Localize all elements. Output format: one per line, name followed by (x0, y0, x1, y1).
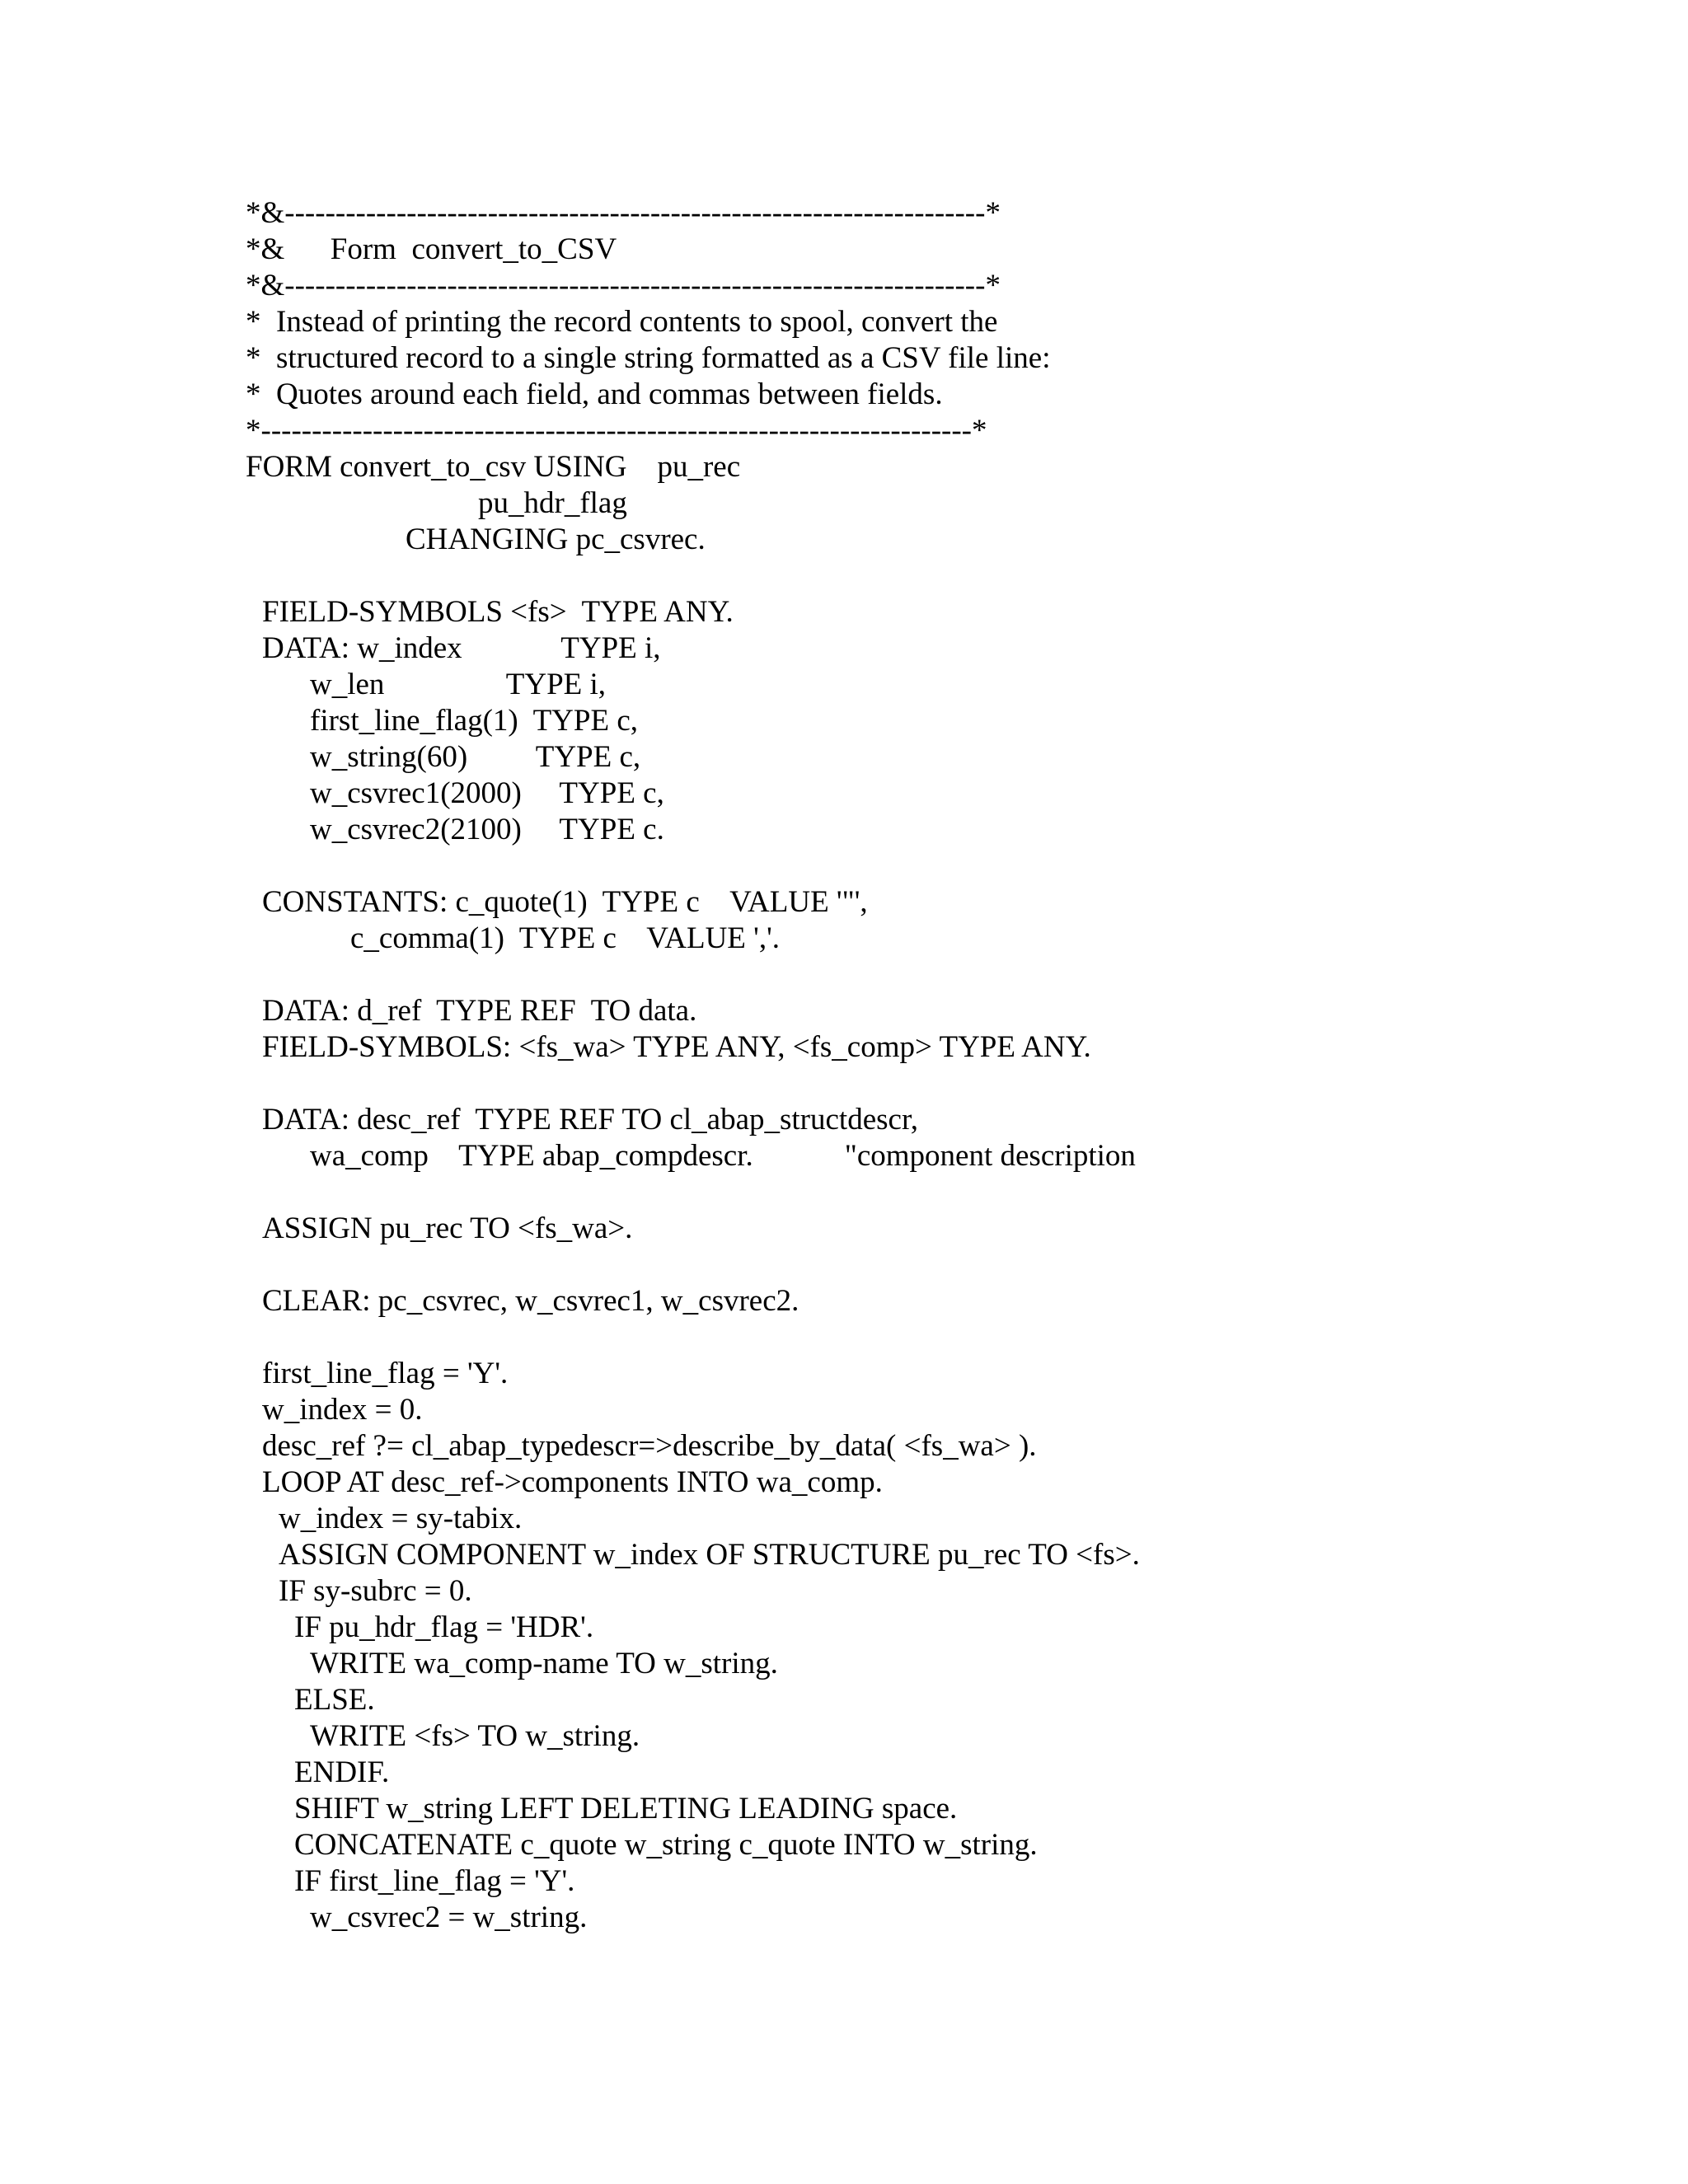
code-line: ASSIGN COMPONENT w_index OF STRUCTURE pu_rec TO <fs>. (279, 1538, 1140, 1572)
code-line: desc_ref ?= cl_abap_typedescr=>describe_by_data( <fs_wa> ). (262, 1429, 1037, 1463)
form-statement: FORM convert_to_csv USING pu_rec (246, 450, 741, 484)
code-line: IF sy-subrc = 0. (279, 1574, 472, 1608)
data-declaration: first_line_flag(1) TYPE c, (310, 704, 639, 738)
code-line: WRITE wa_comp-name TO w_string. (310, 1647, 778, 1680)
comment-line: * structured record to a single string formatted as a CSV file line: (246, 341, 1051, 375)
code-line: DATA: desc_ref TYPE REF TO cl_abap_structdescr, (262, 1103, 919, 1137)
comment-rule: *&---------------------------------------------------------------------* (246, 269, 1001, 302)
comment-rule-top: *&---------------------------------------------------------------------* (246, 196, 1001, 230)
data-declaration: w_string(60) TYPE c, (310, 740, 641, 774)
code-line: DATA: d_ref TYPE REF TO data. (262, 994, 697, 1028)
form-parameter: pu_hdr_flag (478, 486, 627, 520)
code-line: w_index = 0. (262, 1393, 423, 1427)
code-line: wa_comp TYPE abap_compdescr. "component description (310, 1139, 1136, 1173)
code-line: LOOP AT desc_ref->components INTO wa_comp. (262, 1465, 883, 1499)
code-line: ASSIGN pu_rec TO <fs_wa>. (262, 1212, 633, 1245)
constants-declaration: CONSTANTS: c_quote(1) TYPE c VALUE '"', (262, 885, 868, 919)
form-heading-comment: *& Form convert_to_CSV (246, 232, 617, 266)
form-changing: CHANGING pc_csvrec. (406, 523, 706, 556)
code-line: IF pu_hdr_flag = 'HDR'. (294, 1610, 594, 1644)
comment-line: * Instead of printing the record contents to spool, convert the (246, 305, 998, 339)
code-line: IF first_line_flag = 'Y'. (294, 1864, 575, 1898)
comment-line: * Quotes around each field, and commas between fields. (246, 377, 943, 411)
code-line: SHIFT w_string LEFT DELETING LEADING space. (294, 1792, 958, 1825)
code-line: ELSE. (294, 1683, 375, 1717)
code-line: w_index = sy-tabix. (279, 1502, 523, 1535)
code-line: CONCATENATE c_quote w_string c_quote INTO w_string. (294, 1828, 1038, 1862)
code-line: CLEAR: pc_csvrec, w_csvrec1, w_csvrec2. (262, 1284, 799, 1318)
code-line: w_csvrec2 = w_string. (310, 1900, 588, 1934)
data-declaration: w_csvrec1(2000) TYPE c, (310, 776, 664, 810)
code-line: ENDIF. (294, 1755, 390, 1789)
data-declaration: DATA: w_index TYPE i, (262, 631, 661, 665)
code-line: FIELD-SYMBOLS <fs> TYPE ANY. (262, 595, 734, 629)
data-declaration: w_len TYPE i, (310, 668, 607, 701)
comment-rule-bottom: *----------------------------------------------------------------------* (246, 414, 987, 448)
data-declaration: w_csvrec2(2100) TYPE c. (310, 813, 664, 846)
constants-declaration: c_comma(1) TYPE c VALUE ','. (350, 921, 780, 955)
code-line: FIELD-SYMBOLS: <fs_wa> TYPE ANY, <fs_comp> TYPE ANY. (262, 1030, 1091, 1064)
code-line: first_line_flag = 'Y'. (262, 1357, 509, 1390)
code-line: WRITE <fs> TO w_string. (310, 1719, 640, 1753)
